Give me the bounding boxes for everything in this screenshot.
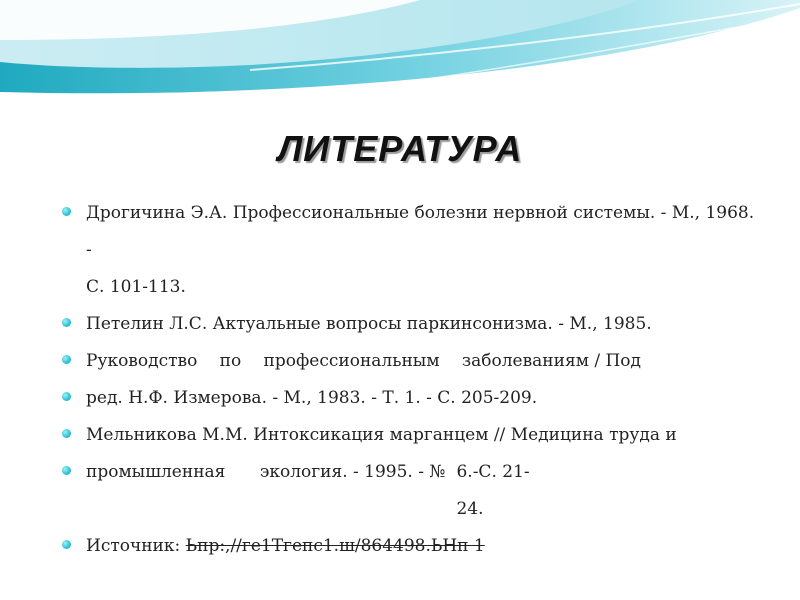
reference-word: промышленная bbox=[86, 462, 226, 482]
reference-word: по bbox=[219, 351, 242, 371]
reference-line bbox=[86, 343, 641, 380]
source-link[interactable]: Ьпр:,//ге1Тгепс1.ш/864498.ЬНп 1 bbox=[185, 536, 485, 556]
bullet-dot-icon bbox=[62, 392, 71, 401]
bullet-dot-icon bbox=[62, 355, 71, 364]
header-wave-decoration bbox=[0, 0, 800, 110]
bullet-dot-icon bbox=[62, 429, 71, 438]
bullet-dot-icon bbox=[62, 318, 71, 327]
reference-word: заболеваниям / Под bbox=[461, 351, 641, 371]
reference-item bbox=[62, 417, 762, 454]
reference-line: Дрогичина Э.А. Профессиональные болезни нервной системы. - М., 1968. - bbox=[86, 203, 755, 260]
reference-item bbox=[62, 454, 762, 528]
reference-item bbox=[62, 343, 762, 380]
reference-line bbox=[86, 454, 556, 528]
slide-title: ЛИТЕРАТУРА bbox=[277, 128, 523, 169]
reference-item bbox=[62, 380, 762, 417]
reference-word: Руководство bbox=[86, 351, 198, 371]
bullet-dot-icon bbox=[62, 466, 71, 475]
reference-word: 6.-С. 21-24. bbox=[456, 462, 530, 519]
reference-item bbox=[62, 528, 762, 565]
bullet-dot-icon bbox=[62, 540, 71, 549]
source-label: Источник: bbox=[86, 536, 186, 556]
reference-word: экология. - 1995. - № bbox=[259, 462, 446, 482]
reference-line: Петелин Л.С. Актуальные вопросы паркинсонизма. - М., 1985. bbox=[86, 314, 652, 334]
reference-item bbox=[62, 195, 762, 306]
references-list bbox=[62, 195, 762, 565]
reference-line: Мельникова М.М. Интоксикация марганцем // Медицина труда и bbox=[86, 425, 677, 445]
reference-word: профессиональным bbox=[263, 351, 440, 371]
reference-line: С. 101-113. bbox=[86, 277, 186, 297]
reference-item bbox=[62, 306, 762, 343]
reference-line: ред. Н.Ф. Измерова. - М., 1983. - Т. 1. - С. 205-209. bbox=[86, 388, 538, 408]
bullet-dot-icon bbox=[62, 207, 71, 216]
